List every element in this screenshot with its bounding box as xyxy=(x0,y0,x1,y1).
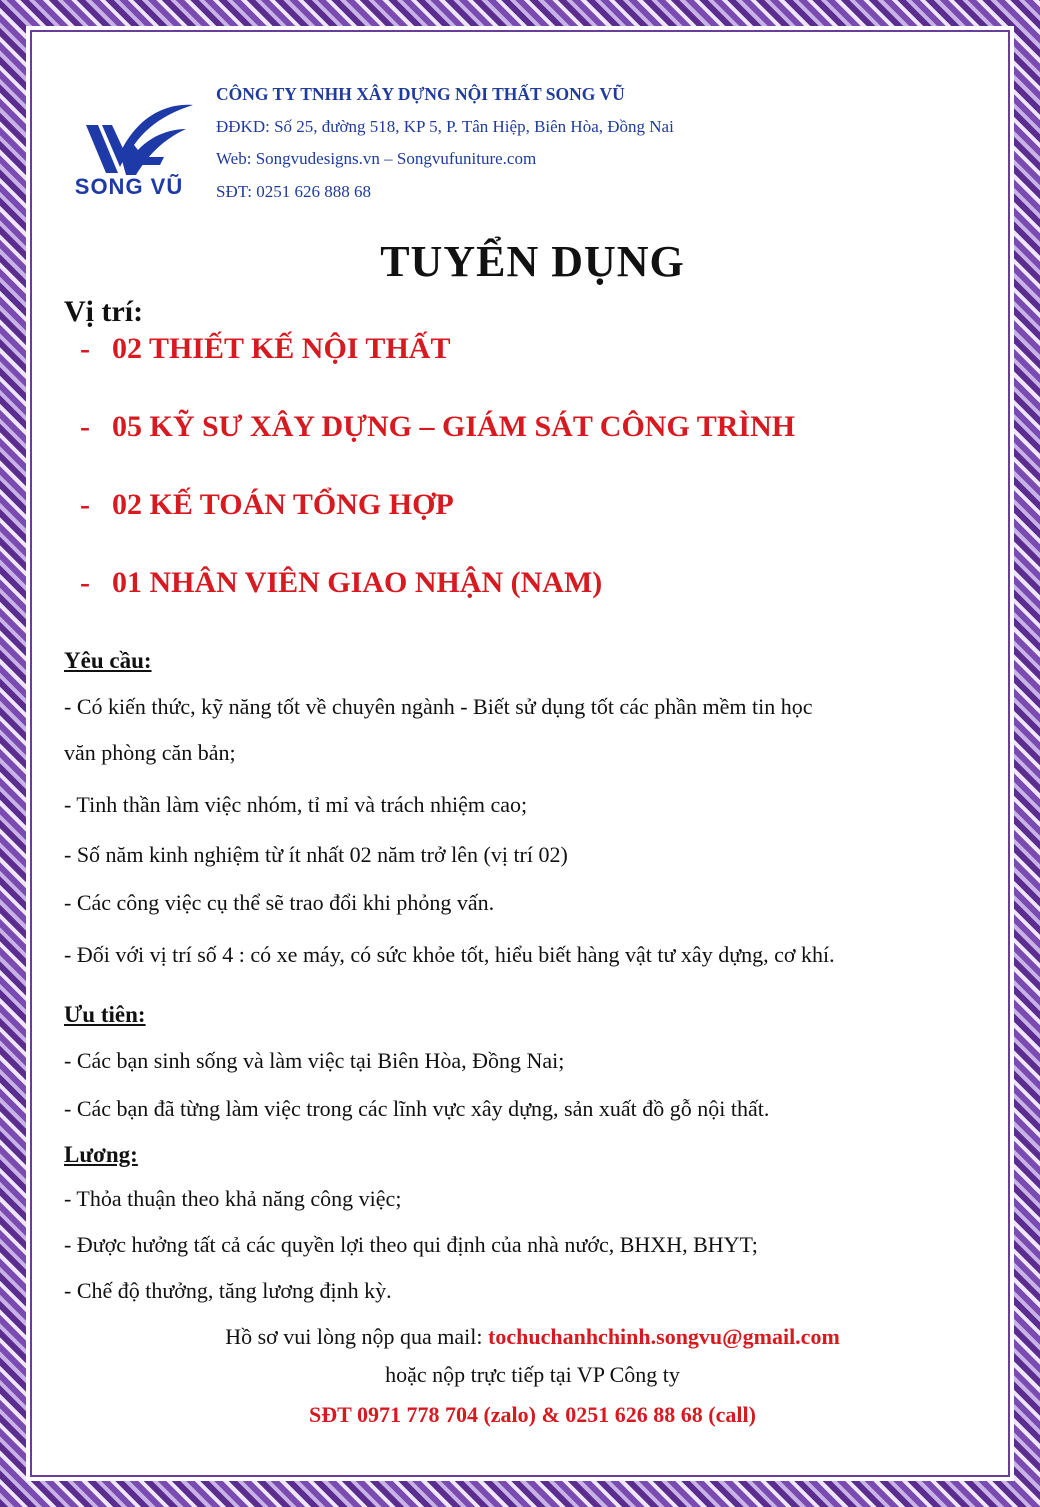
requirement-line: - Tinh thần làm việc nhóm, tỉ mỉ và trách nhiệm cao; xyxy=(64,792,528,817)
position-dash: - xyxy=(80,332,90,365)
priority-line: - Các bạn sinh sống và làm việc tại Biên Hòa, Đồng Nai; xyxy=(64,1048,565,1073)
position-dash: - xyxy=(80,410,90,443)
position-text: 02 THIẾT KẾ NỘI THẤT xyxy=(112,332,451,365)
contact-phone-line: SĐT 0971 778 704 (zalo) & 0251 626 88 68 (call) xyxy=(309,1402,756,1427)
salary-line: - Được hưởng tất cả các quyền lợi theo qui định của nhà nước, BHXH, BHYT; xyxy=(64,1232,758,1257)
application-email-link[interactable]: tochuchanhchinh.songvu@gmail.com xyxy=(488,1324,840,1349)
position-dash: - xyxy=(80,566,90,599)
positions-list xyxy=(80,332,980,644)
priority-line: - Các bạn đã từng làm việc trong các lĩnh vực xây dựng, sản xuất đồ gỗ nội thất. xyxy=(64,1096,770,1121)
positions-label: Vị trí: xyxy=(64,295,144,328)
logo-text: SONG VŨ xyxy=(74,174,184,199)
requirements-section xyxy=(64,646,994,970)
company-address: ĐĐKD: Số 25, đường 518, KP 5, P. Tân Hiệp, Biên Hòa, Đồng Nai xyxy=(216,116,674,136)
position-text: 05 KỸ SƯ XÂY DỰNG – GIÁM SÁT CÔNG TRÌNH xyxy=(112,410,796,443)
company-info xyxy=(216,78,956,208)
salary-title: Lương: xyxy=(64,1142,138,1167)
salary-line: - Thỏa thuận theo khả năng công việc; xyxy=(64,1186,402,1211)
requirement-line: - Số năm kinh nghiệm từ ít nhất 02 năm trở lên (vị trí 02) xyxy=(64,842,568,867)
company-header xyxy=(60,78,960,208)
company-web: Web: Songvudesigns.vn – Songvufuniture.com xyxy=(216,149,537,168)
position-text: 01 NHÂN VIÊN GIAO NHẬN (NAM) xyxy=(112,566,603,599)
company-phone: SĐT: 0251 626 888 68 xyxy=(216,181,371,201)
mail-prefix: Hồ sơ vui lòng nộp qua mail: xyxy=(225,1324,489,1349)
application-mail-line xyxy=(0,1324,1040,1350)
position-item xyxy=(80,566,980,644)
position-dash: - xyxy=(80,488,90,521)
page-title: TUYỂN DỤNG xyxy=(380,237,685,286)
salary-section xyxy=(64,1140,994,1306)
company-name: CÔNG TY TNHH XÂY DỰNG NỘI THẤT SONG VŨ xyxy=(216,84,625,104)
requirement-line: - Đối với vị trí số 4 : có xe máy, có sức khỏe tốt, hiểu biết hàng vật tư xây dựng, cơ khí. xyxy=(64,942,835,967)
requirement-line: - Có kiến thức, kỹ năng tốt về chuyên ngành - Biết sử dụng tốt các phần mềm tin học xyxy=(64,694,813,719)
direct-submit-line: hoặc nộp trực tiếp tại VP Công ty xyxy=(385,1362,680,1387)
position-item xyxy=(80,332,980,410)
requirements-title: Yêu cầu: xyxy=(64,648,152,673)
requirement-line: văn phòng căn bản; xyxy=(64,740,236,765)
requirement-line: - Các công việc cụ thể sẽ trao đổi khi phỏng vấn. xyxy=(64,890,495,915)
position-item xyxy=(80,488,980,566)
priority-title: Ưu tiên: xyxy=(64,1002,146,1027)
position-item xyxy=(80,410,980,488)
position-text: 02 KẾ TOÁN TỔNG HỢP xyxy=(112,488,454,521)
priority-section xyxy=(64,1000,994,1124)
salary-line: - Chế độ thưởng, tăng lương định kỳ. xyxy=(64,1278,392,1303)
